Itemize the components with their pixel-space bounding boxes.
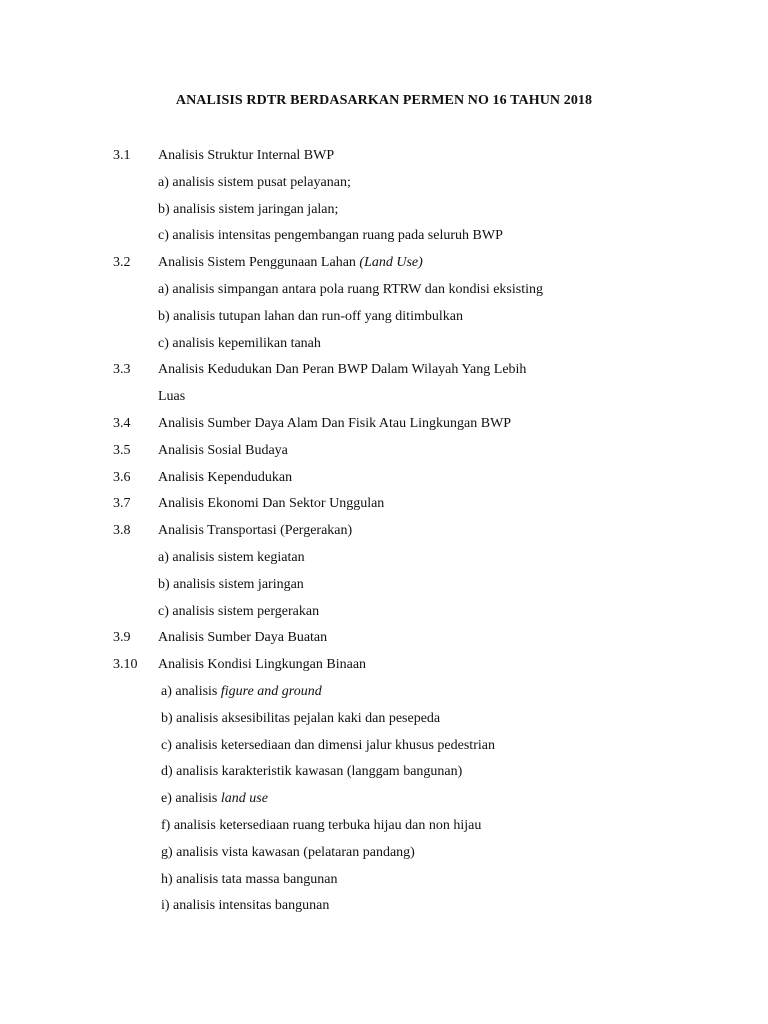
list-item	[0, 896, 768, 923]
item-text-plain: a) analisis	[161, 683, 221, 699]
section-title	[158, 253, 423, 273]
list-item	[0, 682, 768, 709]
item-text-plain: b) analisis sistem jaringan	[158, 576, 304, 592]
item-text	[161, 762, 462, 782]
item-text-plain: a) analisis sistem pusat pelayanan;	[158, 174, 351, 190]
item-text-plain: c) analisis intensitas pengembangan ruang pada seluruh BWP	[158, 228, 503, 244]
item-text-plain: a) analisis sistem kegiatan	[158, 549, 305, 565]
list-item	[0, 789, 768, 816]
section-heading-row	[0, 655, 768, 682]
list-item	[0, 548, 768, 575]
section-title	[158, 655, 366, 675]
item-text	[158, 602, 319, 622]
item-text-plain: b) analisis tutupan lahan dan run-off yang ditimbulkan	[158, 308, 463, 324]
item-text-plain: e) analisis	[161, 791, 221, 807]
section-heading-row	[0, 494, 768, 521]
outline-list	[0, 146, 768, 923]
item-text	[158, 280, 543, 300]
item-text-plain: Analisis Kondisi Lingkungan Binaan	[158, 657, 367, 673]
item-text	[158, 307, 463, 327]
list-item	[0, 736, 768, 763]
section-title	[158, 494, 384, 514]
list-item	[0, 387, 768, 414]
item-text	[158, 548, 305, 568]
section-heading-row	[0, 628, 768, 655]
item-text	[161, 709, 440, 729]
item-text-plain: Analisis Sumber Daya Buatan	[158, 630, 328, 646]
item-text-plain: Analisis Kedudukan Dan Peran BWP Dalam Wilayah Yang Lebih	[158, 362, 527, 378]
item-text-plain: i) analisis intensitas bangunan	[161, 898, 330, 914]
item-text-plain: Analisis Sistem Penggunaan Lahan	[158, 255, 360, 271]
item-text-italic: land use	[220, 791, 268, 807]
section-title	[158, 414, 511, 434]
list-item	[0, 280, 768, 307]
item-text	[158, 387, 185, 407]
item-text-plain: Analisis Kependudukan	[158, 469, 293, 485]
section-number: 3.10	[113, 657, 138, 673]
item-text-plain: Luas	[158, 389, 186, 405]
section-title	[158, 146, 334, 166]
item-text-plain: Analisis Struktur Internal BWP	[158, 148, 335, 163]
list-item	[0, 334, 768, 361]
section-title	[158, 628, 327, 648]
item-text-plain: Analisis Ekonomi Dan Sektor Unggulan	[158, 496, 385, 512]
section-title	[158, 441, 288, 461]
item-text-plain: Analisis Sumber Daya Alam Dan Fisik Atau Lingkungan BWP	[158, 415, 512, 431]
item-text-plain: c) analisis ketersediaan dan dimensi jalur khusus pedestrian	[161, 737, 495, 753]
list-item	[0, 870, 768, 897]
item-text	[158, 226, 503, 246]
section-title	[158, 521, 352, 541]
list-item	[0, 762, 768, 789]
section-heading-row	[0, 253, 768, 280]
item-text-plain: c) analisis sistem pergerakan	[158, 603, 320, 619]
item-text-plain: b) analisis sistem jaringan jalan;	[158, 201, 339, 217]
section-number: 3.7	[113, 496, 131, 512]
item-text	[158, 173, 351, 193]
section-number: 3.2	[113, 255, 131, 271]
item-text-italic: figure and ground	[220, 683, 322, 699]
document-title: ANALISIS RDTR BERDASARKAN PERMEN NO 16 TAHUN 2018	[175, 93, 593, 108]
item-text	[158, 575, 304, 595]
item-text	[158, 200, 338, 220]
section-heading-row	[0, 146, 768, 173]
item-text	[161, 816, 481, 836]
item-text	[161, 736, 495, 756]
section-heading-row	[0, 414, 768, 441]
section-number: 3.1	[113, 148, 131, 163]
item-text	[161, 870, 338, 890]
item-text-plain: Analisis Transportasi (Pergerakan)	[158, 523, 353, 539]
section-heading-row	[0, 468, 768, 495]
item-text	[161, 843, 415, 863]
section-number: 3.9	[113, 630, 131, 646]
list-item	[0, 816, 768, 843]
section-number: 3.8	[113, 523, 131, 539]
item-text-italic: (Land Use)	[359, 255, 423, 271]
section-number: 3.3	[113, 362, 131, 378]
item-text-plain: f) analisis ketersediaan ruang terbuka hijau dan non hijau	[161, 817, 482, 833]
section-number: 3.4	[113, 415, 131, 431]
item-text-plain: d) analisis karakteristik kawasan (langgam bangunan)	[161, 764, 463, 780]
list-item	[0, 226, 768, 253]
item-text	[161, 789, 268, 809]
item-text-plain: g) analisis vista kawasan (pelataran pandang)	[161, 844, 415, 860]
section-heading-row	[0, 521, 768, 548]
item-text-plain: b) analisis aksesibilitas pejalan kaki dan pesepeda	[161, 710, 441, 726]
section-title	[158, 468, 292, 488]
section-title	[158, 360, 526, 380]
section-number: 3.5	[113, 442, 131, 458]
list-item	[0, 307, 768, 334]
section-number: 3.6	[113, 469, 131, 485]
list-item	[0, 173, 768, 200]
item-text-plain: c) analisis kepemilikan tanah	[158, 335, 321, 351]
list-item	[0, 200, 768, 227]
list-item	[0, 602, 768, 629]
item-text-plain: a) analisis simpangan antara pola ruang RTRW dan kondisi eksisting	[158, 281, 543, 297]
list-item	[0, 709, 768, 736]
item-text-plain: Analisis Sosial Budaya	[158, 442, 288, 458]
list-item	[0, 843, 768, 870]
list-item	[0, 575, 768, 602]
section-heading-row	[0, 360, 768, 387]
item-text	[161, 896, 329, 916]
item-text	[161, 682, 322, 702]
item-text	[158, 334, 321, 354]
section-heading-row	[0, 441, 768, 468]
item-text-plain: h) analisis tata massa bangunan	[161, 871, 338, 887]
